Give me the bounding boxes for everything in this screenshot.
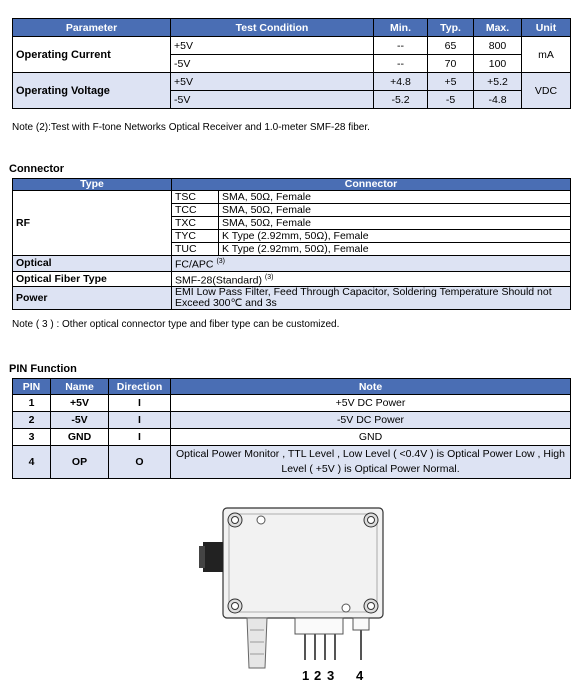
- condition-cell: -5V: [171, 55, 374, 73]
- rf-code-cell: TYC: [172, 230, 219, 243]
- pin-direction-cell: I: [109, 412, 171, 429]
- table-row: [13, 429, 571, 446]
- typ-cell: -5: [428, 91, 474, 109]
- pin-direction-cell: I: [109, 395, 171, 412]
- spec-header-row: [13, 19, 571, 37]
- spec-header-min: Min.: [374, 19, 428, 37]
- rf-desc-cell: K Type (2.92mm, 50Ω), Female: [219, 230, 571, 243]
- min-cell: +4.8: [374, 73, 428, 91]
- connector-heading: Connector: [9, 163, 64, 175]
- fiber-value-cell: [172, 271, 571, 287]
- optical-footnote: (3): [216, 258, 225, 265]
- table-row: [13, 256, 571, 272]
- pin-heading: PIN Function: [9, 363, 77, 375]
- condition-cell: +5V: [171, 73, 374, 91]
- pin-header-icon: [295, 618, 369, 660]
- table-row: [13, 287, 571, 310]
- pin-number-cell: 3: [13, 429, 51, 446]
- pin-number-cell: 2: [13, 412, 51, 429]
- typ-cell: +5: [428, 73, 474, 91]
- optical-value: FC/APC: [175, 258, 214, 271]
- module-body: [223, 508, 383, 618]
- rf-connector-icon: [199, 542, 223, 572]
- operating-current-label: Operating Current: [13, 37, 171, 73]
- pin-number-cell: 4: [13, 446, 51, 479]
- pin-note-cell: GND: [171, 429, 571, 446]
- typ-cell: 70: [428, 55, 474, 73]
- rf-desc-cell: SMA, 50Ω, Female: [219, 217, 571, 230]
- note-3: Note ( 3 ) : Other optical connector type and fiber type can be customized.: [12, 319, 340, 330]
- spec-header-max: Max.: [474, 19, 522, 37]
- rf-desc-cell: SMA, 50Ω, Female: [219, 191, 571, 204]
- pin-direction-cell: I: [109, 429, 171, 446]
- max-cell: +5.2: [474, 73, 522, 91]
- spec-header-typ: Typ.: [428, 19, 474, 37]
- pin-header-direction: Direction: [109, 379, 171, 395]
- min-cell: --: [374, 55, 428, 73]
- table-row: [13, 73, 571, 91]
- unit-cell: VDC: [522, 73, 571, 109]
- note-2: Note (2):Test with F-tone Networks Optical Receiver and 1.0-meter SMF-28 fiber.: [12, 122, 370, 133]
- pin-header-pin: PIN: [13, 379, 51, 395]
- typ-cell: 65: [428, 37, 474, 55]
- pin-table: [12, 378, 571, 479]
- pin-header-row: [13, 379, 571, 395]
- spec-header-parameter: Parameter: [13, 19, 171, 37]
- pin-name-cell: +5V: [51, 395, 109, 412]
- table-row: [13, 37, 571, 55]
- pin-label-4: 4: [356, 668, 364, 683]
- pin-label-1: 1: [302, 668, 310, 683]
- rf-code-cell: TXC: [172, 217, 219, 230]
- table-row: [13, 191, 571, 204]
- pin-header-name: Name: [51, 379, 109, 395]
- rf-code-cell: TSC: [172, 191, 219, 204]
- min-cell: -5.2: [374, 91, 428, 109]
- condition-cell: +5V: [171, 37, 374, 55]
- pin-note-cell: -5V DC Power: [171, 412, 571, 429]
- table-row: [13, 412, 571, 429]
- spec-table: [12, 18, 571, 109]
- min-cell: --: [374, 37, 428, 55]
- pin-header-note: Note: [171, 379, 571, 395]
- table-row: [13, 446, 571, 479]
- connector-header-row: [13, 179, 571, 191]
- pin-name-cell: OP: [51, 446, 109, 479]
- optical-value-cell: [172, 256, 571, 272]
- pin-note-cell: Optical Power Monitor , TTL Level , Low Level ( <0.4V ) is Optical Power Low , High Level ( +5V ) is Optical Power Normal.: [171, 446, 571, 479]
- pin-name-cell: GND: [51, 429, 109, 446]
- operating-voltage-label: Operating Voltage: [13, 73, 171, 109]
- pin-name-cell: -5V: [51, 412, 109, 429]
- fiber-label: Optical Fiber Type: [13, 271, 172, 287]
- connector-header-type: Type: [13, 179, 172, 191]
- connector-header-connector: Connector: [172, 179, 571, 191]
- pin-direction-cell: O: [109, 446, 171, 479]
- pin-label-3: 3: [327, 668, 335, 683]
- table-row: [13, 271, 571, 287]
- fiber-footnote: (3): [264, 273, 274, 281]
- spec-header-unit: Unit: [522, 19, 571, 37]
- unit-cell: mA: [522, 37, 571, 73]
- pin-note-cell: +5V DC Power: [171, 395, 571, 412]
- max-cell: -4.8: [474, 91, 522, 109]
- condition-cell: -5V: [171, 91, 374, 109]
- optical-label: Optical: [13, 256, 172, 272]
- fiber-value: SMF-28(Standard): [175, 274, 262, 286]
- power-label: Power: [13, 287, 172, 310]
- fiber-boot-icon: [247, 618, 267, 668]
- rf-desc-cell: K Type (2.92mm, 50Ω), Female: [219, 243, 571, 256]
- max-cell: 800: [474, 37, 522, 55]
- spec-header-condition: Test Condition: [171, 19, 374, 37]
- rf-desc-cell: SMA, 50Ω, Female: [219, 204, 571, 217]
- connector-table: [12, 178, 571, 310]
- max-cell: 100: [474, 55, 522, 73]
- pin-label-2: 2: [314, 668, 322, 683]
- rf-code-cell: TUC: [172, 243, 219, 256]
- table-row: [13, 395, 571, 412]
- rf-label: RF: [13, 191, 172, 256]
- rf-code-cell: TCC: [172, 204, 219, 217]
- module-drawing: [195, 500, 395, 670]
- pin-number-cell: 1: [13, 395, 51, 412]
- power-value: EMI Low Pass Filter, Feed Through Capacitor, Soldering Temperature Should not Exceed 300℃ and 3s: [172, 287, 571, 310]
